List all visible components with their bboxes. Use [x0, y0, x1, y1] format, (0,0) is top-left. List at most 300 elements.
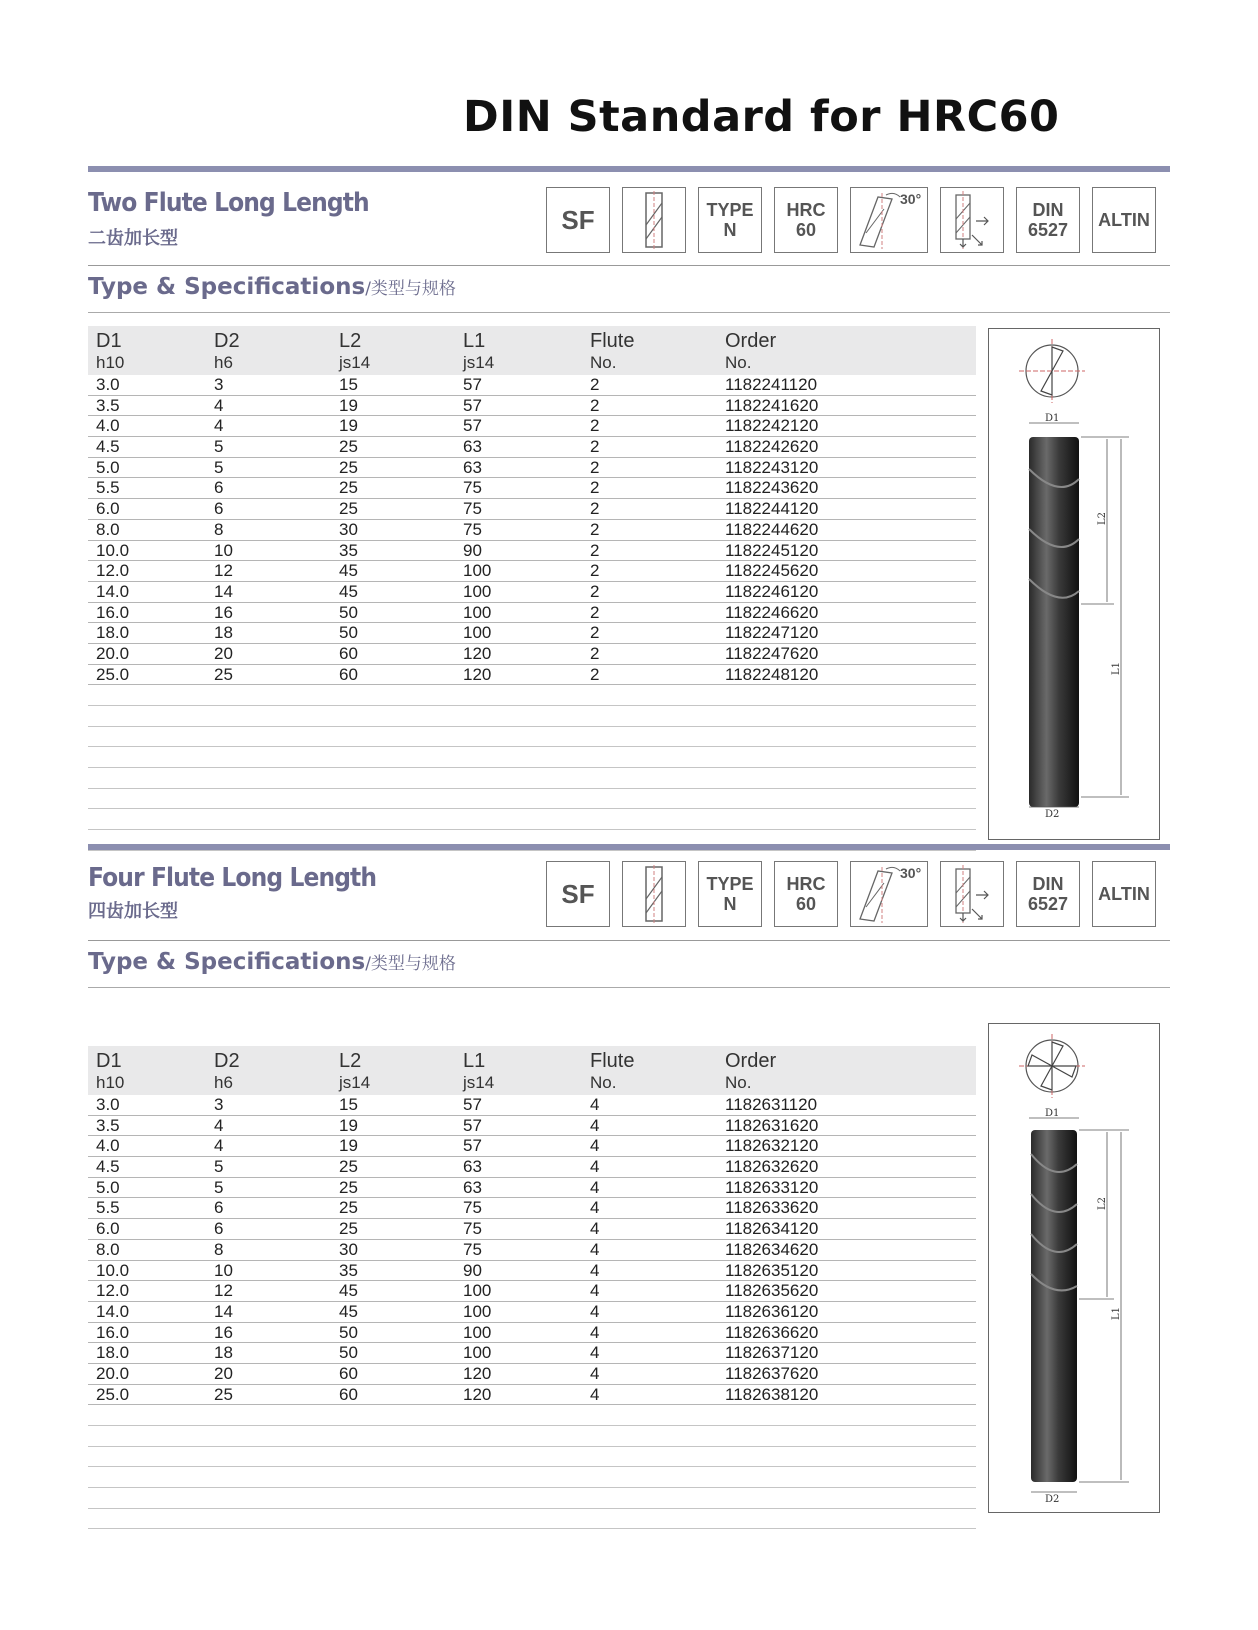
- table-cell: 12: [214, 1281, 233, 1301]
- table-cell: 14.0: [96, 1301, 130, 1321]
- table-header: [88, 326, 976, 375]
- table-row: [88, 478, 976, 499]
- table-cell: 100: [463, 1281, 492, 1301]
- table-cell: 25: [339, 1157, 358, 1177]
- table-cell: 4: [590, 1301, 600, 1321]
- badge-din-label: DIN: [1032, 874, 1064, 894]
- table-cell: 57: [463, 1115, 482, 1135]
- table-cell: 2: [590, 416, 600, 436]
- empty-row: [88, 1467, 976, 1488]
- table-cell: 14: [214, 1301, 233, 1321]
- header-tolerance: h6: [214, 1073, 233, 1092]
- cutting-direction-icon: [940, 187, 1004, 253]
- table-row: [88, 665, 976, 686]
- dim-l1: L1: [1111, 661, 1122, 675]
- badge-type-value: N: [723, 894, 737, 914]
- table-cell: 1182242620: [725, 437, 819, 457]
- badge-coating: [1092, 861, 1156, 927]
- header-cell: [214, 331, 240, 373]
- table-cell: 100: [463, 561, 492, 581]
- spec-heading: [88, 949, 456, 975]
- badge-sf: [546, 187, 610, 253]
- spec-heading: [88, 274, 456, 300]
- table-row: [88, 1157, 976, 1178]
- helix-angle-icon: [850, 187, 928, 253]
- table-cell: 35: [339, 540, 358, 560]
- table-row: [88, 1095, 976, 1116]
- table-cell: 16.0: [96, 602, 130, 622]
- badge-din-label: DIN: [1032, 200, 1064, 220]
- table-cell: 4: [590, 1384, 600, 1404]
- header-label: Flute: [590, 1050, 635, 1072]
- table-cell: 25: [339, 457, 358, 477]
- table-cell: 2: [590, 395, 600, 415]
- table-cell: 10: [214, 540, 233, 560]
- cross-section-icon: [1019, 339, 1085, 403]
- table-row: [88, 1323, 976, 1344]
- table-cell: 3.0: [96, 1095, 120, 1114]
- badge-din-value: 6527: [1027, 220, 1069, 240]
- header-cell: [725, 331, 776, 373]
- header-cell: [96, 1051, 124, 1093]
- table-cell: 4: [590, 1157, 600, 1177]
- table-cell: 100: [463, 1343, 492, 1363]
- header-label: D1: [96, 330, 122, 352]
- badge-hrc-value: 60: [795, 894, 817, 914]
- table-cell: 1182635620: [725, 1281, 819, 1301]
- table-cell: 50: [339, 602, 358, 622]
- section-top-rule: [88, 166, 1170, 172]
- table-cell: 2: [590, 561, 600, 581]
- table-cell: 25: [339, 1198, 358, 1218]
- empty-row: [88, 1447, 976, 1468]
- table-header: [88, 1046, 976, 1095]
- header-label: Order: [725, 330, 777, 352]
- table-cell: 4: [590, 1363, 600, 1383]
- badge-hrc: [774, 861, 838, 927]
- table-cell: 75: [463, 1198, 482, 1218]
- table-cell: 2: [590, 519, 600, 539]
- empty-row: [88, 685, 976, 706]
- cutting-direction-icon: [940, 861, 1004, 927]
- dim-l2: L2: [1097, 511, 1108, 525]
- section-title: Four Flute Long Length: [88, 863, 377, 893]
- table-row: [88, 437, 976, 458]
- header-cell: [339, 331, 370, 373]
- table-cell: 8: [214, 1239, 224, 1259]
- table-cell: 5: [214, 457, 224, 477]
- table-cell: 2: [590, 643, 600, 663]
- table-cell: 90: [463, 540, 482, 560]
- badge-type-value: N: [723, 220, 737, 240]
- badge-hrc: [774, 187, 838, 253]
- badge-coating-label: ALTIN: [1098, 210, 1150, 230]
- table-cell: 4: [590, 1198, 600, 1218]
- header-cell: [339, 1051, 370, 1093]
- table-row: [88, 1116, 976, 1137]
- table-cell: 1182631620: [725, 1115, 819, 1135]
- table-cell: 75: [463, 1239, 482, 1259]
- table-cell: 1182634620: [725, 1239, 819, 1259]
- table-cell: 50: [339, 1343, 358, 1363]
- dim-d1: D1: [1045, 1108, 1060, 1119]
- table-row: [88, 520, 976, 541]
- empty-row: [88, 1509, 976, 1530]
- table-cell: 2: [590, 623, 600, 643]
- table-cell: 1182246620: [725, 602, 819, 622]
- header-tolerance: h10: [96, 353, 125, 372]
- table-cell: 100: [463, 1322, 492, 1342]
- empty-row: [88, 706, 976, 727]
- table-cell: 4: [590, 1115, 600, 1135]
- table-cell: 1182632120: [725, 1136, 819, 1156]
- header-tolerance: No.: [725, 353, 752, 372]
- page-title: DIN Standard for HRC60: [463, 92, 1060, 142]
- table-cell: 2: [590, 602, 600, 622]
- table-cell: 3: [214, 1095, 224, 1114]
- table-cell: 4: [590, 1095, 600, 1114]
- table-row: [88, 1364, 976, 1385]
- header-tolerance: h6: [214, 353, 233, 372]
- table-cell: 60: [339, 664, 358, 684]
- table-cell: 5.0: [96, 457, 120, 477]
- table-cell: 16.0: [96, 1322, 130, 1342]
- table-row: [88, 499, 976, 520]
- table-cell: 20.0: [96, 1363, 130, 1383]
- table-cell: 25: [339, 478, 358, 498]
- table-cell: 45: [339, 581, 358, 601]
- table-cell: 5.5: [96, 1198, 120, 1218]
- table-row: [88, 1178, 976, 1199]
- badge-type-label: TYPE: [706, 874, 754, 894]
- badge-type: [698, 861, 762, 927]
- table-cell: 1182635120: [725, 1260, 819, 1280]
- table-cell: 1182637120: [725, 1343, 819, 1363]
- badge-sf-label: SF: [561, 204, 595, 235]
- spec-divider: [88, 987, 1170, 988]
- section-title: Two Flute Long Length: [88, 188, 369, 218]
- table-cell: 2: [590, 375, 600, 394]
- badge-hrc-value: 60: [795, 220, 817, 240]
- spec-table: [88, 1046, 976, 1529]
- table-cell: 1182636120: [725, 1301, 819, 1321]
- table-cell: 50: [339, 623, 358, 643]
- empty-row: [88, 768, 976, 789]
- header-tolerance: js14: [463, 1073, 495, 1092]
- table-cell: 4: [590, 1177, 600, 1197]
- table-cell: 2: [590, 664, 600, 684]
- table-cell: 25.0: [96, 664, 130, 684]
- straight-shank-icon: [622, 861, 686, 927]
- table-cell: 19: [339, 1115, 358, 1135]
- table-cell: 12.0: [96, 561, 130, 581]
- header-cell: [725, 1051, 776, 1093]
- table-row: [88, 396, 976, 417]
- header-label: Order: [725, 1050, 777, 1072]
- table-cell: 6: [214, 478, 224, 498]
- empty-row: [88, 727, 976, 748]
- header-tolerance: h10: [96, 1073, 125, 1092]
- table-cell: 1182244120: [725, 499, 819, 519]
- table-cell: 25: [339, 1177, 358, 1197]
- empty-row: [88, 1405, 976, 1426]
- table-cell: 45: [339, 1301, 358, 1321]
- table-cell: 4: [590, 1281, 600, 1301]
- table-cell: 3.0: [96, 375, 120, 394]
- header-label: L2: [339, 330, 362, 352]
- header-label: Flute: [590, 330, 635, 352]
- tool-drawing: [988, 1023, 1160, 1513]
- table-row: [88, 1219, 976, 1240]
- table-cell: 6: [214, 499, 224, 519]
- spec-heading-cn: /类型与规格: [365, 279, 456, 299]
- table-cell: 75: [463, 1219, 482, 1239]
- table-cell: 1182248120: [725, 664, 819, 684]
- table-cell: 18.0: [96, 1343, 130, 1363]
- header-cell: [590, 331, 634, 373]
- table-row: [88, 1240, 976, 1261]
- table-cell: 1182633620: [725, 1198, 819, 1218]
- badge-hrc-label: HRC: [786, 200, 826, 220]
- table-cell: 5: [214, 1157, 224, 1177]
- section-top-rule: [88, 844, 1170, 850]
- empty-row: [88, 809, 976, 830]
- table-cell: 4.5: [96, 437, 120, 457]
- helix-angle-label: 30°: [900, 865, 922, 881]
- table-cell: 1182633120: [725, 1177, 819, 1197]
- table-cell: 18.0: [96, 623, 130, 643]
- header-label: D1: [96, 1050, 122, 1072]
- table-cell: 15: [339, 1095, 358, 1114]
- table-cell: 6.0: [96, 1219, 120, 1239]
- table-cell: 100: [463, 1301, 492, 1321]
- badge-din-value: 6527: [1027, 894, 1069, 914]
- header-cell: [463, 1051, 494, 1093]
- table-row: [88, 1136, 976, 1157]
- header-cell: [590, 1051, 634, 1093]
- table-cell: 4: [590, 1239, 600, 1259]
- table-cell: 25: [214, 664, 233, 684]
- table-row: [88, 1343, 976, 1364]
- table-cell: 1182636620: [725, 1322, 819, 1342]
- table-row: [88, 1281, 976, 1302]
- table-cell: 2: [590, 499, 600, 519]
- table-cell: 10.0: [96, 1260, 130, 1280]
- table-cell: 100: [463, 602, 492, 622]
- table-row: [88, 1302, 976, 1323]
- table-cell: 6.0: [96, 499, 120, 519]
- table-cell: 6: [214, 1219, 224, 1239]
- badge-din: [1016, 861, 1080, 927]
- dim-l2: L2: [1097, 1196, 1108, 1210]
- table-cell: 63: [463, 437, 482, 457]
- dim-d1: D1: [1045, 413, 1060, 424]
- table-cell: 25: [214, 1384, 233, 1404]
- table-cell: 63: [463, 1177, 482, 1197]
- badge-coating: [1092, 187, 1156, 253]
- table-cell: 57: [463, 395, 482, 415]
- table-cell: 45: [339, 1281, 358, 1301]
- table-cell: 20.0: [96, 643, 130, 663]
- tool-drawing: [988, 328, 1160, 840]
- header-label: L1: [463, 1050, 486, 1072]
- helix-angle-label: 30°: [900, 191, 922, 207]
- table-cell: 1182632620: [725, 1157, 819, 1177]
- table-cell: 4.5: [96, 1157, 120, 1177]
- spec-divider: [88, 312, 1170, 313]
- table-cell: 2: [590, 540, 600, 560]
- empty-row: [88, 789, 976, 810]
- table-cell: 1182241120: [725, 375, 818, 394]
- header-tolerance: js14: [339, 1073, 371, 1092]
- table-cell: 57: [463, 1136, 482, 1156]
- badge-type-label: TYPE: [706, 200, 754, 220]
- table-cell: 1182631120: [725, 1095, 818, 1114]
- table-cell: 19: [339, 1136, 358, 1156]
- straight-shank-icon: [622, 187, 686, 253]
- table-cell: 4: [214, 395, 224, 415]
- table-cell: 75: [463, 499, 482, 519]
- table-row: [88, 603, 976, 624]
- table-cell: 8.0: [96, 1239, 120, 1259]
- table-cell: 100: [463, 581, 492, 601]
- header-tolerance: No.: [725, 1073, 752, 1092]
- table-cell: 60: [339, 1384, 358, 1404]
- badge-sf-label: SF: [561, 878, 595, 909]
- table-cell: 4: [214, 416, 224, 436]
- table-cell: 5.0: [96, 1177, 120, 1197]
- table-cell: 2: [590, 437, 600, 457]
- table-cell: 8.0: [96, 519, 120, 539]
- table-cell: 8: [214, 519, 224, 539]
- table-cell: 4: [214, 1115, 224, 1135]
- table-cell: 63: [463, 1157, 482, 1177]
- table-cell: 6: [214, 1198, 224, 1218]
- dim-d2: D2: [1045, 1494, 1060, 1505]
- table-row: [88, 644, 976, 665]
- spec-table: [88, 326, 976, 851]
- badge-coating-label: ALTIN: [1098, 884, 1150, 904]
- badge-type: [698, 187, 762, 253]
- helix-angle-icon: [850, 861, 928, 927]
- header-tolerance: js14: [339, 353, 371, 372]
- table-row: [88, 561, 976, 582]
- spec-heading-en: Type & Specifications: [88, 274, 366, 300]
- header-tolerance: No.: [590, 353, 617, 372]
- section-divider: [88, 265, 1170, 266]
- table-row: [88, 416, 976, 437]
- table-cell: 3.5: [96, 1115, 120, 1135]
- table-cell: 1182244620: [725, 519, 819, 539]
- dim-l1: L1: [1111, 1306, 1122, 1320]
- section-divider: [88, 940, 1170, 941]
- table-cell: 12.0: [96, 1281, 130, 1301]
- table-cell: 1182245120: [725, 540, 819, 560]
- badge-din: [1016, 187, 1080, 253]
- header-label: L1: [463, 330, 486, 352]
- table-cell: 14: [214, 581, 233, 601]
- dim-d2: D2: [1045, 809, 1060, 820]
- table-cell: 1182243120: [725, 457, 819, 477]
- table-cell: 1182247620: [725, 643, 819, 663]
- badge-sf: [546, 861, 610, 927]
- table-cell: 19: [339, 395, 358, 415]
- table-cell: 75: [463, 519, 482, 539]
- table-row: [88, 623, 976, 644]
- table-cell: 4: [590, 1343, 600, 1363]
- table-cell: 1182246120: [725, 581, 819, 601]
- table-cell: 1182638120: [725, 1384, 819, 1404]
- header-tolerance: js14: [463, 353, 495, 372]
- header-label: D2: [214, 330, 240, 352]
- table-cell: 25: [339, 437, 358, 457]
- table-row: [88, 458, 976, 479]
- table-cell: 3.5: [96, 395, 120, 415]
- header-cell: [463, 331, 494, 373]
- table-cell: 12: [214, 561, 233, 581]
- table-cell: 1182245620: [725, 561, 819, 581]
- table-cell: 50: [339, 1322, 358, 1342]
- table-cell: 2: [590, 581, 600, 601]
- table-cell: 20: [214, 1363, 233, 1383]
- table-row: [88, 1261, 976, 1282]
- table-cell: 100: [463, 623, 492, 643]
- table-cell: 1182243620: [725, 478, 819, 498]
- table-cell: 1182637620: [725, 1363, 819, 1383]
- table-cell: 57: [463, 1095, 482, 1114]
- cross-section-icon: [1019, 1034, 1085, 1098]
- table-cell: 4.0: [96, 1136, 120, 1156]
- table-cell: 3: [214, 375, 224, 394]
- table-cell: 18: [214, 623, 233, 643]
- empty-row: [88, 1426, 976, 1447]
- table-cell: 14.0: [96, 581, 130, 601]
- table-cell: 1182634120: [725, 1219, 819, 1239]
- table-cell: 1182247120: [725, 623, 819, 643]
- table-row: [88, 582, 976, 603]
- table-cell: 120: [463, 1363, 492, 1383]
- table-cell: 4: [590, 1136, 600, 1156]
- table-cell: 5.5: [96, 478, 120, 498]
- table-cell: 1182241620: [725, 395, 819, 415]
- table-cell: 1182242120: [725, 416, 819, 436]
- spec-heading-en: Type & Specifications: [88, 949, 366, 975]
- section-subtitle: 二齿加长型: [88, 228, 178, 249]
- spec-heading-cn: /类型与规格: [365, 954, 456, 974]
- table-cell: 60: [339, 1363, 358, 1383]
- table-cell: 16: [214, 1322, 233, 1342]
- table-cell: 10.0: [96, 540, 130, 560]
- table-cell: 19: [339, 416, 358, 436]
- table-cell: 16: [214, 602, 233, 622]
- table-row: [88, 375, 976, 396]
- table-cell: 25: [339, 1219, 358, 1239]
- table-cell: 35: [339, 1260, 358, 1280]
- header-tolerance: No.: [590, 1073, 617, 1092]
- table-cell: 4.0: [96, 416, 120, 436]
- table-cell: 120: [463, 643, 492, 663]
- table-cell: 18: [214, 1343, 233, 1363]
- header-cell: [96, 331, 124, 373]
- table-cell: 15: [339, 375, 358, 394]
- table-cell: 90: [463, 1260, 482, 1280]
- header-cell: [214, 1051, 240, 1093]
- empty-row: [88, 747, 976, 768]
- table-cell: 45: [339, 561, 358, 581]
- table-cell: 30: [339, 519, 358, 539]
- table-cell: 5: [214, 1177, 224, 1197]
- table-row: [88, 1198, 976, 1219]
